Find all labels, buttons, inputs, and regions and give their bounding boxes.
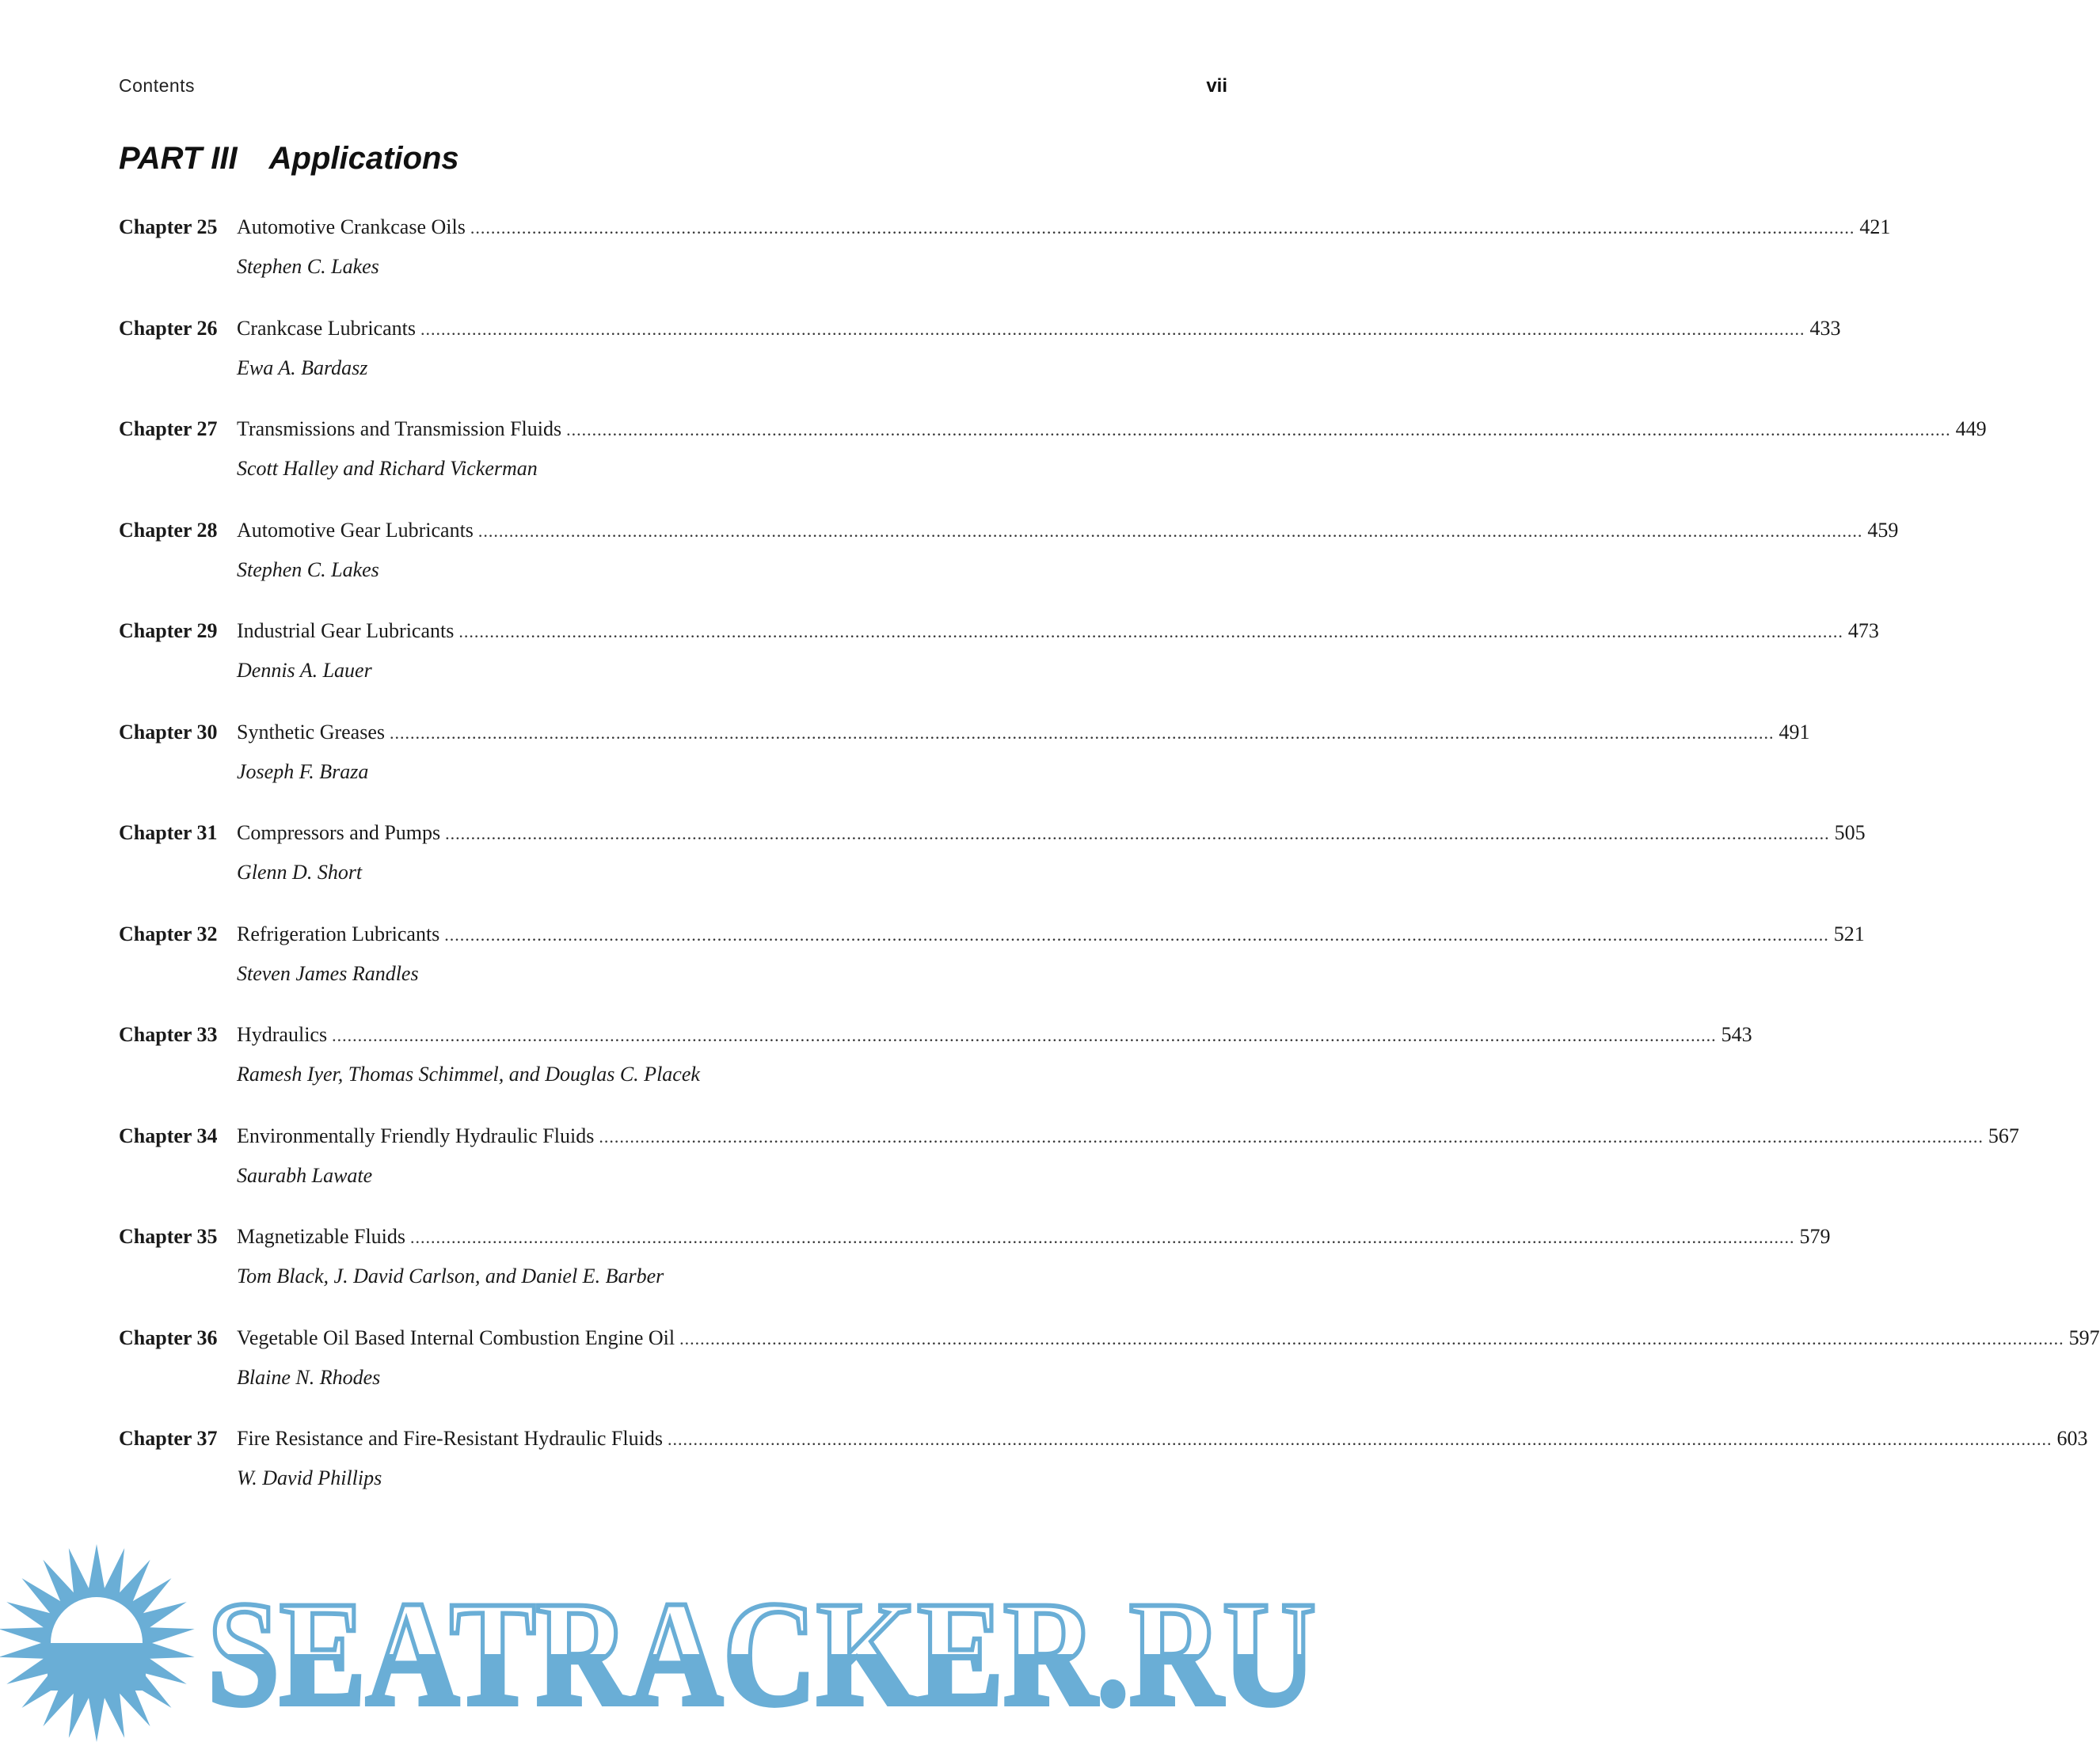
chapter-page-number: 505: [1834, 821, 1866, 844]
toc-entry[interactable]: [119, 1119, 2019, 1220]
chapter-title[interactable]: Compressors and Pumps: [237, 821, 441, 844]
chapter-title[interactable]: Refrigeration Lubricants: [237, 922, 440, 945]
chapter-authors: Stephen C. Lakes: [237, 557, 379, 581]
chapter-authors: Dennis A. Lauer: [237, 659, 372, 682]
dot-leader: [410, 1220, 1795, 1255]
toc-entry[interactable]: [119, 816, 1866, 917]
dot-leader: [599, 1120, 1984, 1154]
dot-leader: [420, 312, 1805, 347]
chapter-label: Chapter 26: [119, 316, 218, 340]
chapter-authors: Stephen C. Lakes: [237, 255, 379, 278]
chapter-authors: Blaine N. Rhodes: [237, 1365, 381, 1389]
chapter-title[interactable]: Magnetizable Fluids: [237, 1225, 406, 1248]
chapter-authors: Ewa A. Bardasz: [237, 356, 368, 379]
chapter-page-number: 543: [1721, 1023, 1752, 1046]
part-label: PART III: [119, 141, 238, 176]
chapter-label: Chapter 27: [119, 417, 218, 440]
dot-leader: [390, 716, 1775, 751]
chapter-page-number: 567: [1988, 1124, 2019, 1147]
chapter-label: Chapter 34: [119, 1124, 218, 1147]
chapter-title[interactable]: Transmissions and Transmission Fluids: [237, 417, 562, 440]
chapter-label: Chapter 36: [119, 1326, 218, 1349]
chapter-title[interactable]: Crankcase Lubricants: [237, 316, 416, 340]
chapter-page-number: 459: [1867, 518, 1899, 542]
chapter-page-number: 433: [1809, 316, 1841, 340]
chapter-authors: Scott Halley and Richard Vickerman: [237, 457, 538, 480]
chapter-label: Chapter 31: [119, 821, 218, 844]
toc-entry[interactable]: [119, 1321, 2100, 1422]
running-head-section: Contents: [119, 75, 196, 96]
chapter-page-number: 473: [1847, 619, 1879, 642]
toc-entry[interactable]: [119, 715, 1810, 816]
part-heading: [119, 141, 459, 177]
dot-leader: [470, 211, 1855, 245]
chapter-label: Chapter 37: [119, 1427, 218, 1450]
chapter-title[interactable]: Vegetable Oil Based Internal Combustion Engine Oil: [237, 1326, 675, 1349]
chapter-title[interactable]: Environmentally Friendly Hydraulic Fluids: [237, 1124, 595, 1147]
chapter-title[interactable]: Synthetic Greases: [237, 720, 386, 744]
chapter-title[interactable]: Fire Resistance and Fire-Resistant Hydraulic Fluids: [237, 1427, 663, 1450]
chapter-label: Chapter 30: [119, 720, 218, 744]
chapter-page-number: 491: [1779, 720, 1810, 744]
toc-entry[interactable]: [119, 513, 1899, 614]
toc-entry[interactable]: [119, 917, 1865, 1018]
chapter-authors: Glenn D. Short: [237, 861, 363, 884]
chapter-authors: Ramesh Iyer, Thomas Schimmel, and Douglas C. Placek: [237, 1063, 700, 1086]
dot-leader: [679, 1322, 2064, 1356]
toc-entry[interactable]: [119, 210, 1891, 311]
chapter-title[interactable]: Automotive Crankcase Oils: [237, 215, 466, 238]
running-head: [119, 75, 1227, 99]
sun-logo-icon: [0, 1544, 195, 1742]
chapter-page-number: 521: [1833, 922, 1865, 945]
chapter-label: Chapter 33: [119, 1023, 218, 1046]
chapter-page-number: 603: [2056, 1427, 2088, 1450]
table-of-contents: [119, 210, 2100, 1523]
dot-leader: [445, 816, 1830, 851]
dot-leader: [444, 918, 1829, 953]
toc-entry[interactable]: [119, 614, 1879, 715]
chapter-title[interactable]: Hydraulics: [237, 1023, 328, 1046]
chapter-page-number: 579: [1799, 1225, 1831, 1248]
chapter-title[interactable]: Industrial Gear Lubricants: [237, 619, 455, 642]
dot-leader: [478, 514, 1863, 549]
chapter-authors: Steven James Randles: [237, 961, 419, 985]
chapter-authors: Tom Black, J. David Carlson, and Daniel E. Barber: [237, 1265, 664, 1287]
toc-entry[interactable]: [119, 311, 1841, 413]
dot-leader: [332, 1018, 1717, 1053]
chapter-label: Chapter 28: [119, 518, 218, 542]
watermark: [0, 1536, 1346, 1742]
dot-leader: [566, 413, 1951, 447]
chapter-page-number: 421: [1859, 215, 1891, 238]
toc-entry[interactable]: [119, 1017, 1752, 1119]
dot-leader: [458, 614, 1843, 649]
chapter-label: Chapter 29: [119, 619, 218, 642]
chapter-label: Chapter 32: [119, 922, 218, 945]
chapter-title[interactable]: Automotive Gear Lubricants: [237, 518, 474, 542]
chapter-page-number: 597: [2068, 1326, 2100, 1349]
chapter-page-number: 449: [1955, 417, 1987, 440]
part-title: Applications: [268, 141, 459, 176]
toc-entry[interactable]: [119, 1421, 2088, 1523]
toc-entry[interactable]: [119, 1219, 1831, 1321]
toc-entry[interactable]: [119, 412, 1987, 513]
chapter-label: Chapter 25: [119, 215, 218, 238]
watermark-text: SEATRACKER.RU: [207, 1571, 1316, 1737]
chapter-authors: Joseph F. Braza: [237, 759, 369, 783]
chapter-authors: Saurabh Lawate: [237, 1163, 373, 1187]
chapter-label: Chapter 35: [119, 1225, 218, 1248]
chapter-authors: W. David Phillips: [237, 1466, 382, 1489]
dot-leader: [668, 1422, 2052, 1457]
running-head-page-number: vii: [1206, 75, 1227, 97]
